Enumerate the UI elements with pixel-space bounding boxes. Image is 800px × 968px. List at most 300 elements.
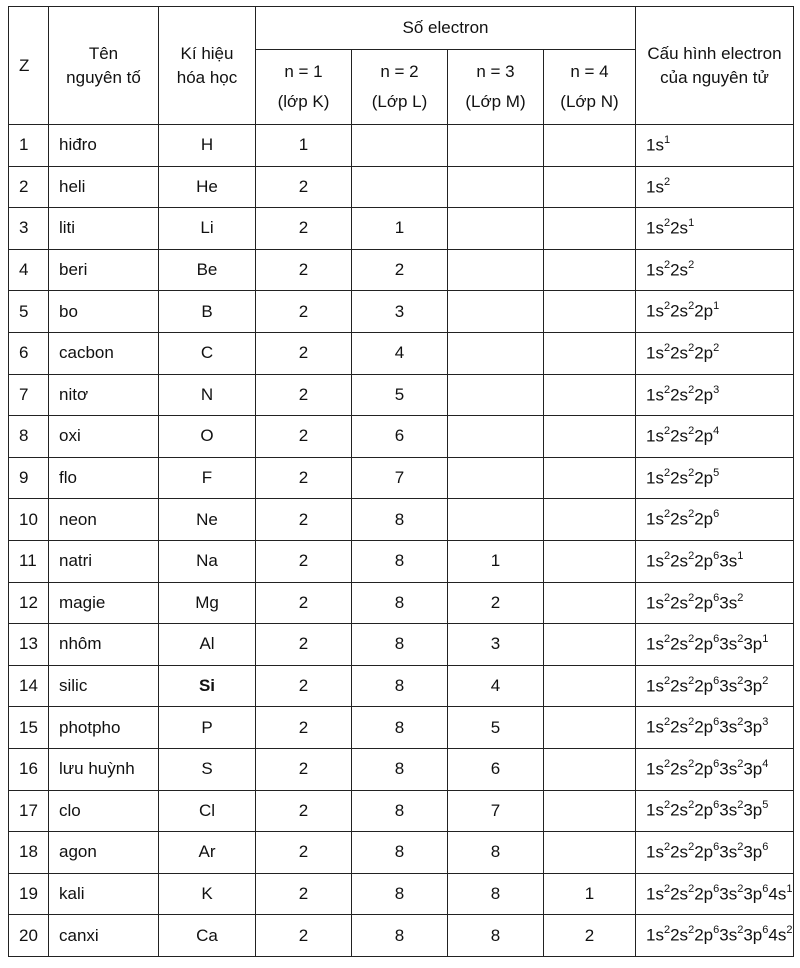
cell-symbol: K: [159, 873, 256, 915]
cell-z: 2: [9, 166, 49, 208]
cell-element-name: silic: [49, 665, 159, 707]
config-orbital: 2s: [670, 551, 689, 571]
table-row: [9, 499, 794, 541]
config-exponent: 4: [762, 757, 769, 770]
config-exponent: 2: [663, 425, 671, 438]
config-orbital: 2s: [670, 385, 689, 405]
config-exponent: 2: [663, 633, 671, 646]
cell-shell-l: 8: [352, 832, 448, 874]
config-orbital: 2s: [670, 759, 689, 779]
cell-element-name: lưu huỳnh: [49, 748, 159, 790]
cell-shell-l: 8: [352, 499, 448, 541]
config-exponent: 6: [713, 633, 720, 646]
cell-electron-config: [636, 249, 794, 291]
table-row: [9, 457, 794, 499]
cell-shell-n: [544, 540, 636, 582]
config-exponent: 6: [713, 508, 720, 521]
config-orbital: 2s: [670, 842, 689, 862]
config-exponent: 2: [663, 591, 671, 604]
cell-z: 13: [9, 624, 49, 666]
header-row-top: [9, 7, 794, 50]
cell-shell-n: [544, 208, 636, 250]
cell-z: 16: [9, 748, 49, 790]
config-exponent: 2: [688, 633, 695, 646]
config-exponent: 6: [713, 549, 720, 562]
cell-element-name: heli: [49, 166, 159, 208]
shell-n-layer: (Lớp N): [560, 92, 619, 111]
config-orbital: 3p: [743, 676, 763, 696]
config-exponent: 1: [663, 133, 671, 146]
cell-shell-l: 2: [352, 249, 448, 291]
config-exponent: 2: [688, 508, 695, 521]
config-exponent: 6: [762, 924, 769, 937]
config-exponent: 2: [688, 300, 695, 313]
cell-shell-k: 2: [256, 249, 352, 291]
config-exponent: 2: [663, 466, 671, 479]
cell-shell-k: 2: [256, 790, 352, 832]
config-orbital: 3s: [719, 717, 738, 737]
config-exponent: 2: [663, 674, 671, 687]
cell-shell-n: 1: [544, 873, 636, 915]
cell-electron-config: [636, 457, 794, 499]
cell-shell-k: 2: [256, 374, 352, 416]
cell-shell-n: [544, 332, 636, 374]
cell-symbol: C: [159, 332, 256, 374]
config-exponent: 2: [762, 674, 769, 687]
cell-element-name: beri: [49, 249, 159, 291]
config-orbital: 3p: [743, 801, 763, 821]
config-orbital: 2s: [670, 426, 689, 446]
cell-element-name: agon: [49, 832, 159, 874]
config-orbital: 2s: [670, 884, 689, 904]
config-orbital: 1s: [646, 634, 664, 654]
cell-element-name: natri: [49, 540, 159, 582]
config-orbital: 1s: [646, 801, 664, 821]
electron-configuration-table-wrapper: [8, 6, 794, 957]
cell-element-name: kali: [49, 873, 159, 915]
cell-shell-m: 8: [448, 915, 544, 957]
config-exponent: 6: [762, 882, 769, 895]
config-orbital: 1s: [646, 759, 664, 779]
cell-shell-m: 7: [448, 790, 544, 832]
config-exponent: 2: [688, 383, 695, 396]
cell-shell-k: 2: [256, 499, 352, 541]
cell-shell-k: 2: [256, 166, 352, 208]
cell-shell-m: 8: [448, 873, 544, 915]
table-row: [9, 249, 794, 291]
config-exponent: 2: [688, 591, 695, 604]
config-exponent: 2: [737, 841, 744, 854]
config-exponent: 2: [688, 841, 695, 854]
config-orbital: 2p: [694, 717, 714, 737]
config-exponent: 2: [688, 882, 695, 895]
cell-symbol: Be: [159, 249, 256, 291]
cell-electron-config: [636, 166, 794, 208]
cell-shell-m: [448, 416, 544, 458]
cell-electron-config: [636, 499, 794, 541]
cell-z: 5: [9, 291, 49, 333]
cell-shell-l: 3: [352, 291, 448, 333]
table-row: [9, 291, 794, 333]
cell-shell-k: 2: [256, 457, 352, 499]
cell-shell-l: [352, 166, 448, 208]
cell-shell-l: 8: [352, 582, 448, 624]
cell-shell-n: [544, 665, 636, 707]
config-exponent: 6: [713, 674, 720, 687]
cell-shell-m: [448, 332, 544, 374]
config-exponent: 3: [762, 716, 769, 729]
config-exponent: 1: [688, 217, 695, 230]
config-orbital: 1s: [646, 302, 664, 321]
cell-shell-m: [448, 208, 544, 250]
config-orbital: 1s: [646, 593, 664, 613]
cell-shell-m: 6: [448, 748, 544, 790]
config-exponent: 2: [663, 924, 671, 937]
cell-shell-n: [544, 499, 636, 541]
cell-element-name: cacbon: [49, 332, 159, 374]
config-exponent: 2: [688, 466, 695, 479]
config-exponent: 2: [663, 716, 671, 729]
cell-shell-l: 8: [352, 790, 448, 832]
cell-shell-n: [544, 790, 636, 832]
cell-symbol: Ne: [159, 499, 256, 541]
table-row: [9, 208, 794, 250]
shell-k-layer: (lớp K): [277, 92, 330, 111]
config-orbital: 2p: [694, 509, 714, 529]
cell-element-name: neon: [49, 499, 159, 541]
config-exponent: 6: [713, 591, 720, 604]
cell-shell-l: 8: [352, 624, 448, 666]
config-exponent: 2: [688, 924, 695, 937]
cell-shell-n: [544, 832, 636, 874]
config-exponent: 1: [713, 300, 720, 313]
cell-shell-m: [448, 249, 544, 291]
cell-symbol: O: [159, 416, 256, 458]
cell-symbol: Mg: [159, 582, 256, 624]
cell-electron-config: [636, 125, 794, 167]
config-orbital: 3s: [719, 842, 738, 862]
cell-symbol: Al: [159, 624, 256, 666]
cell-shell-k: 2: [256, 540, 352, 582]
cell-shell-l: 4: [352, 332, 448, 374]
cell-element-name: nitơ: [49, 374, 159, 416]
cell-shell-n: [544, 748, 636, 790]
config-orbital: 2p: [694, 385, 714, 405]
config-exponent: 6: [713, 841, 720, 854]
cell-symbol: N: [159, 374, 256, 416]
cell-shell-k: 2: [256, 582, 352, 624]
header-shell-l: [352, 50, 448, 125]
cell-symbol: Si: [159, 665, 256, 707]
config-exponent: 1: [786, 882, 793, 895]
config-exponent: 5: [713, 466, 720, 479]
header-shell-k: [256, 50, 352, 125]
cell-z: 9: [9, 457, 49, 499]
config-orbital: 1s: [646, 177, 664, 197]
shell-n-n: n = 4: [570, 62, 609, 81]
config-orbital: 2s: [670, 302, 689, 321]
cell-shell-l: 1: [352, 208, 448, 250]
cell-element-name: clo: [49, 790, 159, 832]
config-exponent: 2: [688, 799, 695, 812]
cell-shell-k: 2: [256, 332, 352, 374]
header-config-line1: Cấu hình electron: [647, 43, 782, 63]
table-row: [9, 707, 794, 749]
config-orbital: 3s: [719, 676, 738, 696]
cell-electron-config: [636, 915, 794, 957]
cell-shell-n: [544, 582, 636, 624]
header-symbol: [159, 7, 256, 125]
cell-electron-config: [636, 665, 794, 707]
cell-shell-l: 6: [352, 416, 448, 458]
shell-m-n: n = 3: [476, 62, 515, 81]
config-exponent: 6: [713, 924, 720, 937]
shell-k-n: n = 1: [284, 62, 323, 81]
config-exponent: 2: [663, 341, 671, 354]
cell-electron-config: [636, 624, 794, 666]
config-exponent: 2: [663, 508, 671, 521]
cell-z: 12: [9, 582, 49, 624]
cell-z: 7: [9, 374, 49, 416]
cell-shell-n: [544, 374, 636, 416]
header-symbol-line2: hóa học: [176, 67, 238, 87]
config-orbital: 3s: [719, 801, 738, 821]
header-name-line1: Tên: [88, 43, 119, 63]
header-config-line2: của nguyên tử: [660, 67, 769, 87]
cell-shell-k: 2: [256, 208, 352, 250]
header-z: Z: [9, 7, 49, 125]
cell-shell-k: 2: [256, 873, 352, 915]
config-orbital: 2s: [670, 260, 689, 280]
cell-symbol: B: [159, 291, 256, 333]
config-exponent: 6: [713, 882, 720, 895]
config-orbital: 2p: [694, 468, 714, 488]
cell-shell-m: [448, 457, 544, 499]
table-row: [9, 332, 794, 374]
config-orbital: 3p: [743, 842, 763, 862]
config-orbital: 2p: [694, 551, 714, 571]
config-exponent: 2: [737, 716, 744, 729]
cell-electron-config: [636, 540, 794, 582]
table-row: [9, 915, 794, 957]
cell-electron-config: [636, 374, 794, 416]
config-orbital: 2p: [694, 634, 714, 654]
config-orbital: 2s: [670, 717, 689, 737]
cell-z: 20: [9, 915, 49, 957]
cell-element-name: nhôm: [49, 624, 159, 666]
config-orbital: 2p: [694, 884, 714, 904]
cell-electron-config: [636, 873, 794, 915]
cell-shell-m: [448, 499, 544, 541]
config-orbital: 3p: [743, 884, 763, 904]
cell-symbol: S: [159, 748, 256, 790]
cell-shell-k: 2: [256, 416, 352, 458]
config-orbital: 3p: [743, 717, 763, 737]
cell-element-name: liti: [49, 208, 159, 250]
cell-shell-n: [544, 457, 636, 499]
cell-z: 17: [9, 790, 49, 832]
cell-z: 1: [9, 125, 49, 167]
cell-shell-k: 2: [256, 915, 352, 957]
cell-shell-m: 2: [448, 582, 544, 624]
config-exponent: 3: [713, 383, 720, 396]
table-row: [9, 748, 794, 790]
table-row: [9, 540, 794, 582]
cell-element-name: bo: [49, 291, 159, 333]
shell-l-n: n = 2: [380, 62, 419, 81]
cell-shell-m: [448, 291, 544, 333]
config-orbital: 2p: [694, 801, 714, 821]
config-exponent: 2: [688, 549, 695, 562]
cell-shell-k: 2: [256, 748, 352, 790]
table-row: [9, 125, 794, 167]
config-exponent: 6: [713, 799, 720, 812]
config-orbital: 2p: [694, 676, 714, 696]
config-orbital: 1s: [646, 135, 664, 155]
config-exponent: 2: [663, 549, 671, 562]
config-orbital: 1s: [646, 385, 664, 405]
header-electron-count: Số electron: [256, 7, 636, 50]
config-exponent: 2: [663, 258, 671, 271]
table-row: [9, 582, 794, 624]
config-exponent: 1: [737, 549, 744, 562]
cell-electron-config: [636, 291, 794, 333]
cell-element-name: magie: [49, 582, 159, 624]
config-orbital: 2p: [694, 343, 714, 363]
config-orbital: 2p: [694, 426, 714, 446]
config-orbital: 3s: [719, 884, 738, 904]
cell-z: 15: [9, 707, 49, 749]
cell-symbol: F: [159, 457, 256, 499]
cell-shell-l: 8: [352, 915, 448, 957]
config-orbital: 2p: [694, 302, 714, 321]
config-orbital: 3s: [719, 759, 738, 779]
cell-element-name: flo: [49, 457, 159, 499]
header-shell-m: [448, 50, 544, 125]
header-symbol-line1: Kí hiệu: [180, 43, 234, 63]
config-orbital: 1s: [646, 717, 664, 737]
cell-element-name: oxi: [49, 416, 159, 458]
config-orbital: 3p: [743, 925, 763, 945]
config-orbital: 3s: [719, 551, 738, 571]
config-orbital: 2s: [670, 218, 689, 238]
cell-shell-l: 7: [352, 457, 448, 499]
header-electron-config: [636, 7, 794, 125]
cell-electron-config: [636, 748, 794, 790]
shell-m-layer: (Lớp M): [465, 92, 526, 111]
table-row: [9, 873, 794, 915]
cell-shell-m: [448, 374, 544, 416]
config-exponent: 2: [737, 882, 744, 895]
cell-electron-config: [636, 208, 794, 250]
config-exponent: 2: [688, 674, 695, 687]
cell-shell-n: [544, 249, 636, 291]
config-orbital: 1s: [646, 426, 664, 446]
config-exponent: 2: [737, 674, 744, 687]
config-exponent: 6: [713, 716, 720, 729]
config-exponent: 2: [737, 633, 744, 646]
cell-shell-n: [544, 166, 636, 208]
cell-shell-l: 8: [352, 748, 448, 790]
cell-shell-n: [544, 125, 636, 167]
config-orbital: 2s: [670, 801, 689, 821]
config-orbital: 2s: [670, 925, 689, 945]
cell-element-name: hiđro: [49, 125, 159, 167]
cell-shell-n: [544, 291, 636, 333]
config-orbital: 2s: [670, 468, 689, 488]
config-exponent: 2: [688, 258, 695, 271]
table-row: [9, 624, 794, 666]
config-orbital: 3s: [719, 925, 738, 945]
cell-symbol: Ca: [159, 915, 256, 957]
cell-shell-m: 8: [448, 832, 544, 874]
config-exponent: 2: [663, 383, 671, 396]
config-orbital: 3p: [743, 634, 763, 654]
cell-element-name: photpho: [49, 707, 159, 749]
cell-symbol: H: [159, 125, 256, 167]
config-exponent: 2: [688, 757, 695, 770]
cell-shell-m: 1: [448, 540, 544, 582]
config-orbital: 1s: [646, 676, 664, 696]
cell-shell-m: 5: [448, 707, 544, 749]
config-orbital: 1s: [646, 509, 664, 529]
config-exponent: 2: [663, 882, 671, 895]
cell-shell-k: 2: [256, 665, 352, 707]
config-orbital: 1s: [646, 925, 664, 945]
config-orbital: 2p: [694, 593, 714, 613]
cell-symbol: Cl: [159, 790, 256, 832]
cell-electron-config: [636, 832, 794, 874]
config-exponent: 2: [688, 716, 695, 729]
table-row: [9, 832, 794, 874]
config-orbital: 2s: [670, 593, 689, 613]
config-exponent: 4: [713, 425, 720, 438]
table-row: [9, 665, 794, 707]
config-orbital: 1s: [646, 343, 664, 363]
config-orbital: 4s: [768, 884, 787, 904]
header-name-line2: nguyên tố: [66, 67, 141, 87]
cell-z: 8: [9, 416, 49, 458]
config-exponent: 2: [786, 924, 793, 937]
cell-shell-l: [352, 125, 448, 167]
cell-shell-n: 2: [544, 915, 636, 957]
config-orbital: 1s: [646, 468, 664, 488]
cell-shell-l: 8: [352, 540, 448, 582]
cell-shell-l: 8: [352, 707, 448, 749]
config-exponent: 2: [663, 217, 671, 230]
config-orbital: 1s: [646, 842, 664, 862]
config-orbital: 3s: [719, 593, 738, 613]
cell-symbol: Ar: [159, 832, 256, 874]
cell-shell-k: 2: [256, 707, 352, 749]
config-exponent: 6: [713, 757, 720, 770]
config-orbital: 2s: [670, 509, 689, 529]
cell-shell-n: [544, 707, 636, 749]
config-exponent: 2: [663, 300, 671, 313]
cell-electron-config: [636, 416, 794, 458]
config-exponent: 2: [663, 175, 671, 188]
cell-electron-config: [636, 582, 794, 624]
cell-shell-m: [448, 125, 544, 167]
cell-shell-m: 4: [448, 665, 544, 707]
cell-shell-n: [544, 624, 636, 666]
cell-element-name: canxi: [49, 915, 159, 957]
cell-shell-l: 5: [352, 374, 448, 416]
header-shell-n: [544, 50, 636, 125]
cell-z: 6: [9, 332, 49, 374]
config-exponent: 2: [663, 799, 671, 812]
config-exponent: 2: [688, 425, 695, 438]
